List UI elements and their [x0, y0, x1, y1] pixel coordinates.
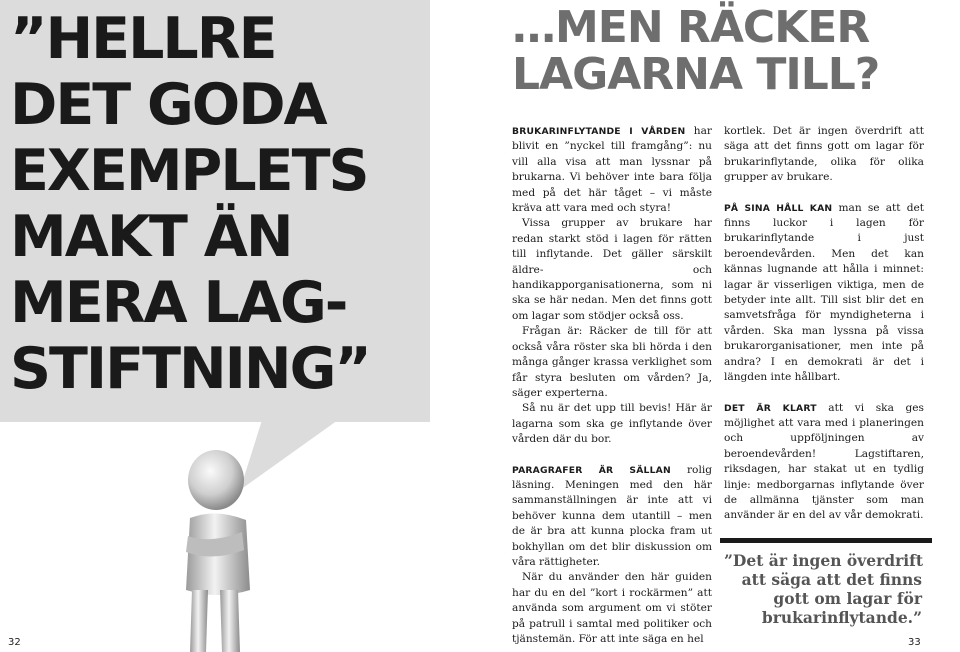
paragraph [724, 401, 924, 524]
text-column-2 [724, 124, 924, 524]
pull-quote [724, 551, 922, 627]
thinking-person-icon [150, 440, 280, 652]
paragraph: Vissa grupper av brukare har redan starkt stöd i lagen för rätten till inflytande. Det gäller särskilt äldre- och handikapporganisationerna, som ni ska se här nedan. Men det finns gott om lagar som stödjer också oss. [512, 217, 712, 322]
quote-line: EXEMPLETS [10, 138, 368, 204]
pull-quote-line: gott om lagar för [773, 589, 922, 608]
left-headline-quote [10, 6, 426, 402]
title-line: …MEN RÄCKER [512, 2, 870, 53]
right-headline [512, 4, 952, 98]
run-in-heading: PARAGRAFER ÄR SÄLLAN [512, 464, 671, 476]
run-in-heading: DET ÄR KLART [724, 402, 817, 414]
paragraph [512, 124, 712, 216]
paragraph-text: rolig läsning. Meningen med den här sammanställningen är inte att vi behöver kunna dem utantill – men de är bra att kunna plocka fram ut bokhyllan om det blir diskussion om våra rättigheter. [512, 463, 712, 568]
paragraph: När du använder den här guiden har du en del ”kort i rockärmen” att använda som argument om vi stöter på patrull i samtal med politiker och tjänstemän. För att inte säga en hel [512, 571, 712, 645]
title-line: LAGARNA TILL? [512, 49, 880, 100]
quote-line: STIFTNING” [10, 336, 370, 402]
page-number-right: 33 [908, 637, 921, 648]
quote-line: MERA LAG- [10, 270, 347, 336]
paragraph-text: har blivit en ”nyckel till framgång”: nu vill alla visa att man lyssnar på brukarna. Vi behöver inte bara följa med på det här tåget – vi måste kräva att vara med och styra! [512, 125, 712, 215]
pull-quote-rule [720, 538, 932, 543]
quote-line: DET GODA [10, 72, 326, 138]
paragraph-text: man se att det finns luckor i lagen för brukarinflytande i just beroendevården. Men det kan kännas lugnande att hålla i minnet: lagar är visserligen viktiga, men de betyder inte allt. Till sist blir det en samvetsfråga för myndigheterna i vården. Ska man lyssna på vissa brukarorganisationer, men inte på andra? I en demokrati är det i längden inte hållbart. [724, 201, 925, 384]
paragraph [512, 463, 712, 571]
paragraph: Frågan är: Räcker de till för att också våra röster ska bli hörda i den många gånger krassa verklighet som får styra besluten om vården? Ja, säger experterna. [512, 325, 712, 399]
run-in-heading: PÅ SINA HÅLL KAN [724, 202, 833, 214]
pull-quote-line: brukarinflytande.” [761, 608, 922, 627]
paragraph-text: att vi ska ges möjlighet att vara med i planeringen och uppföljningen av beroendevården! Lagstiftaren, riksdagen, har stakat ut en tydlig linje: medborgarnas inflytande över de allmänna tjänster som man använder är en del av vår demokrati. [724, 401, 924, 522]
quote-line: MAKT ÄN [10, 204, 292, 270]
quote-line: ”HELLRE [10, 6, 276, 72]
paragraph: Så nu är det upp till bevis! Här är lagarna som ska ge inflytande över vården där du bor. [512, 402, 712, 446]
pull-quote-line: att säga att det finns [741, 570, 922, 589]
paragraph: kortlek. Det är ingen överdrift att säga att det finns gott om lagar för brukarinflytande, olika för olika grupper av brukare. [724, 125, 924, 184]
run-in-heading: BRUKARINFLYTANDE I VÅRDEN [512, 126, 686, 137]
text-column-1 [512, 124, 712, 647]
page-number-left: 32 [8, 637, 21, 648]
pull-quote-line: ”Det är ingen överdrift [724, 551, 923, 570]
paragraph [724, 201, 924, 386]
